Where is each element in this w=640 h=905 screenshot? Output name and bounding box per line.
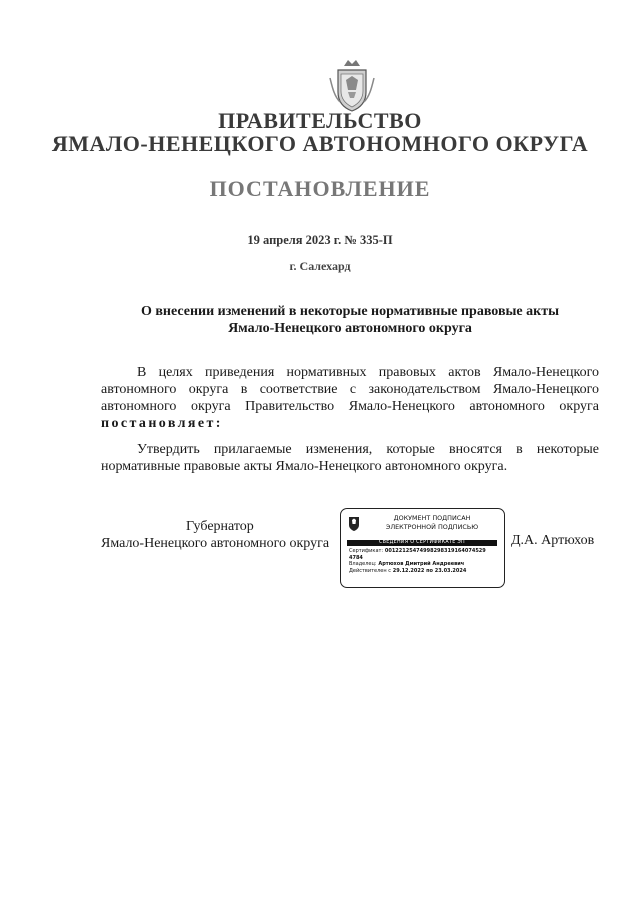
government-name-line-2: ЯМАЛО-НЕНЕЦКОГО АВТОНОМНОГО ОКРУГА bbox=[51, 131, 589, 156]
decree-date-number: 19 апреля 2023 г. № 335-П bbox=[247, 233, 393, 247]
decree-subject bbox=[0, 303, 640, 337]
certificate-value: 00122125474998298319164074529 bbox=[384, 548, 486, 554]
body-paragraph-1-text: В целях приведения нормативных правовых актов Ямало-Ненецкого автономного округа в соответствие с законодательством Ямало-Ненецкого автономного округа Правительство Ямало-Ненецкого автономного округа bbox=[101, 365, 599, 414]
document-type-heading: ПОСТАНОВЛЕНИЕ bbox=[209, 176, 431, 201]
stamp-heading-line-2: ЭЛЕКТРОННОЙ ПОДПИСЬЮ bbox=[385, 522, 479, 531]
decree-city: г. Салехард bbox=[289, 259, 351, 273]
owner-value: Артюхов Дмитрий Андреевич bbox=[378, 561, 465, 568]
certificate-value-continued: 4784 bbox=[349, 554, 363, 561]
decree-subject-line-1: О внесении изменений в некоторые нормативные правовые акты bbox=[140, 304, 560, 319]
decree-subject-line-2: Ямало-Ненецкого автономного округа bbox=[228, 321, 472, 336]
stamp-certificate-row bbox=[349, 548, 501, 555]
stamp-heading bbox=[363, 514, 501, 531]
validity-value: 29.12.2022 по 23.03.2024 bbox=[392, 567, 467, 574]
stamp-heading-line-1: ДОКУМЕНТ ПОДПИСАН bbox=[393, 514, 471, 522]
stamp-validity-row bbox=[349, 568, 501, 575]
signatory-title-line-2: Ямало-Ненецкого автономного округа bbox=[101, 536, 330, 551]
body-paragraph-2: Утвердить прилагаемые изменения, которые вносятся в некоторые нормативные правовые акты Ямало-Ненецкого автономного округа. bbox=[101, 442, 599, 474]
owner-label: Владелец: bbox=[349, 561, 377, 568]
validity-label: Действителен с bbox=[349, 567, 391, 574]
electronic-signature-stamp bbox=[340, 508, 505, 588]
coat-of-arms-emblem-icon bbox=[326, 56, 378, 114]
coat-of-arms-small-icon bbox=[347, 515, 361, 532]
signatory-title-line-1: Губернатор bbox=[186, 519, 254, 534]
stamp-certificate-bar: СВЕДЕНИЯ О СЕРТИФИКАТЕ ЭП bbox=[347, 540, 497, 546]
government-name-line-1: ПРАВИТЕЛЬСТВО bbox=[218, 108, 422, 133]
decrees-word: постановляет: bbox=[101, 416, 223, 431]
body-paragraph-1 bbox=[101, 364, 599, 432]
signatory-name: Д.А. Артюхов bbox=[511, 533, 595, 548]
certificate-label: Сертификат: bbox=[349, 548, 384, 554]
stamp-owner-row bbox=[349, 561, 501, 568]
stamp-certificate-info bbox=[349, 548, 501, 574]
